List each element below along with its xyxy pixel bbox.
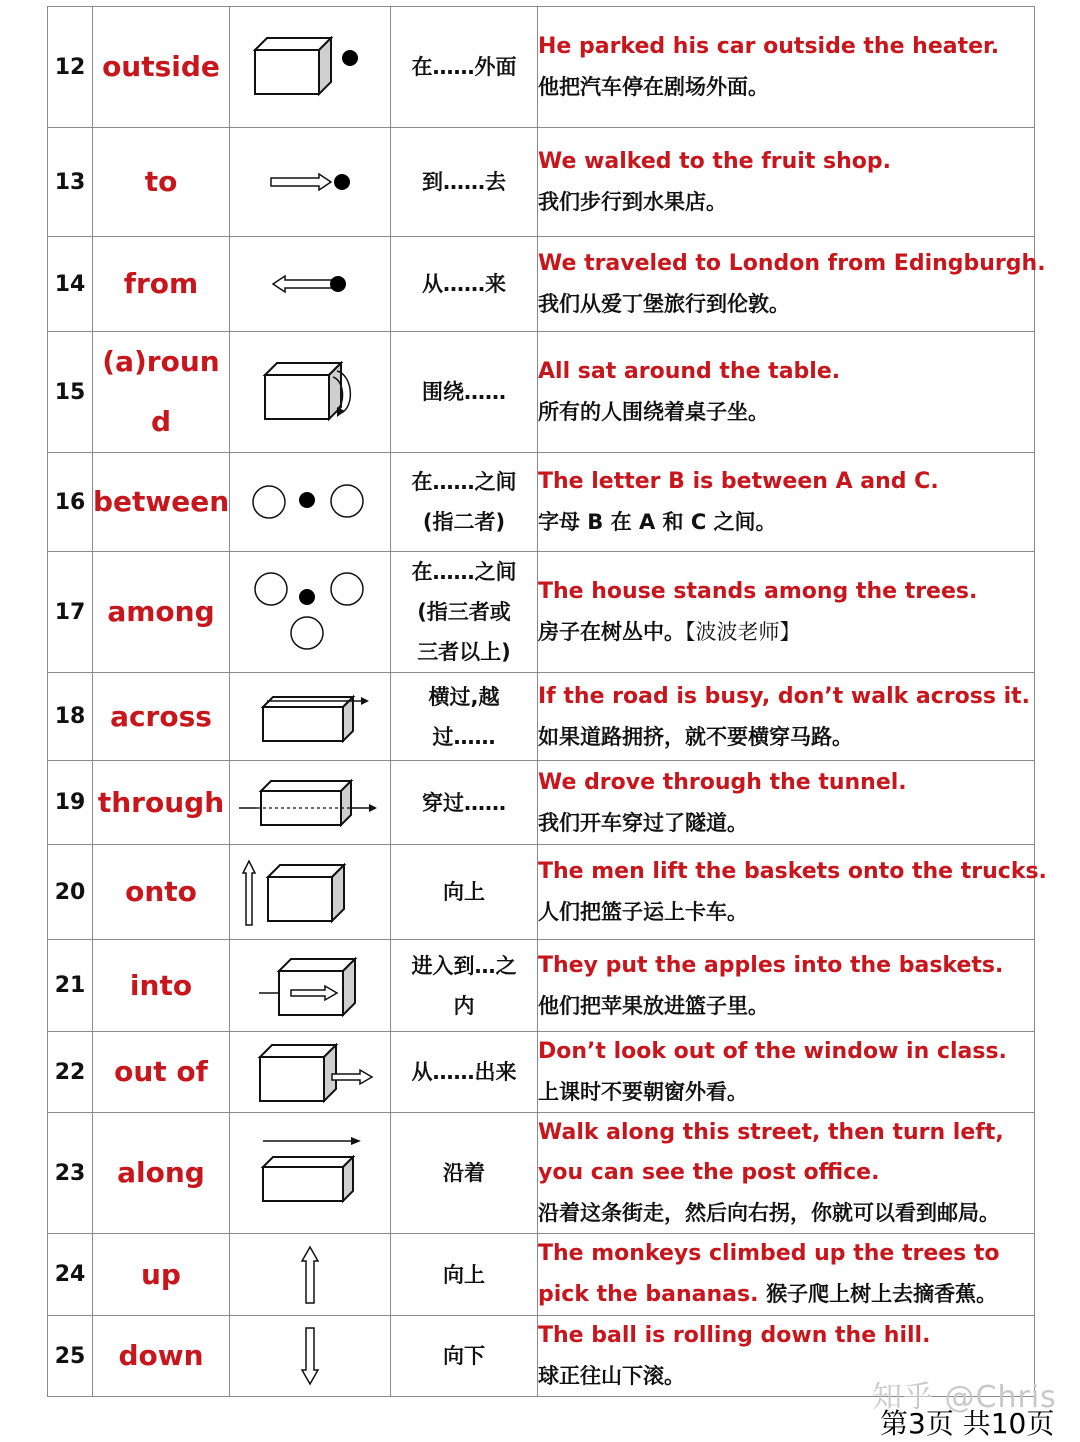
preposition-word: to xyxy=(93,128,230,237)
preposition-word xyxy=(93,332,230,453)
chinese-example: 如果道路拥挤，就不要横穿马路。 xyxy=(538,724,853,749)
chinese-example: 人们把篮子运上卡车。 xyxy=(538,900,748,924)
preposition-word: up xyxy=(93,1234,230,1316)
preposition-word: along xyxy=(93,1113,230,1234)
page-footer: 第3页 共10页 xyxy=(880,1407,1055,1440)
table-row xyxy=(48,673,1035,761)
diagram-outside xyxy=(230,7,391,128)
row-number: 19 xyxy=(48,761,93,845)
english-example: We traveled to London from Edingburgh. xyxy=(538,251,1046,276)
english-example: They put the apples into the baskets. xyxy=(538,952,1004,978)
outside-icon xyxy=(245,32,375,102)
diagram-into xyxy=(230,940,391,1032)
row-number: 25 xyxy=(48,1316,93,1397)
arrow-down-icon xyxy=(290,1326,330,1386)
english-example: Walk along this street, then turn left, you can see the post office. xyxy=(538,1120,1004,1185)
preposition-word: between xyxy=(93,453,230,552)
preposition-word: onto xyxy=(93,845,230,940)
preposition-word: into xyxy=(93,940,230,1032)
table-row xyxy=(48,940,1035,1032)
preposition-word: out of xyxy=(93,1032,230,1113)
table-row xyxy=(48,552,1035,673)
word-line: d xyxy=(150,405,172,438)
watermark: 知乎 @Chris xyxy=(872,1380,1057,1415)
table-row xyxy=(48,128,1035,237)
chinese-example xyxy=(538,612,1034,652)
english-example: We walked to the fruit shop. xyxy=(538,149,891,174)
chinese-example: 字母 B 在 A 和 C 之间。 xyxy=(538,510,777,534)
into-icon xyxy=(245,951,375,1021)
english-example: The letter B is between A and C. xyxy=(538,469,939,494)
diagram-across xyxy=(230,673,391,761)
preposition-word: from xyxy=(93,237,230,332)
diagram-to xyxy=(230,128,391,237)
chinese-example: 他们把苹果放进篮子里。 xyxy=(538,993,769,1018)
chinese-example: 球正往山下滚。 xyxy=(538,1364,685,1388)
meaning-line: 横过,越 xyxy=(428,684,500,709)
table-row xyxy=(48,332,1035,453)
row-number: 18 xyxy=(48,673,93,761)
english-example: The ball is rolling down the hill. xyxy=(538,1323,931,1348)
english-example-text: The monkeys climbed up the trees to pick the bananas. xyxy=(538,1241,1000,1307)
arrow-to-dot-icon xyxy=(245,162,375,202)
preposition-word: through xyxy=(93,761,230,845)
onto-icon xyxy=(240,857,380,927)
chinese-meaning: 穿过…… xyxy=(391,761,538,845)
chinese-example: 沿着这条街走，然后向右拐，你就可以看到邮局。 xyxy=(538,1201,1000,1225)
row-number: 13 xyxy=(48,128,93,237)
table-row xyxy=(48,1234,1035,1316)
example-cell xyxy=(538,1032,1035,1113)
example-cell xyxy=(538,1113,1035,1234)
arrow-up-icon xyxy=(290,1245,330,1305)
example-cell xyxy=(538,237,1046,332)
diagram-between xyxy=(230,453,391,552)
across-icon xyxy=(245,687,375,747)
example-cell xyxy=(538,761,1035,845)
english-example: If the road is busy, don’t walk across it. xyxy=(538,683,1031,709)
between-icon xyxy=(245,477,375,527)
meaning-line: 过…… xyxy=(432,724,496,749)
example-cell xyxy=(538,552,1035,673)
table-row xyxy=(48,761,1035,845)
diagram-down xyxy=(230,1316,391,1397)
row-number: 21 xyxy=(48,940,93,1032)
diagram-along xyxy=(230,1113,391,1234)
around-icon xyxy=(245,357,375,427)
example-cell xyxy=(538,845,1047,940)
preposition-word: down xyxy=(93,1316,230,1397)
row-number: 24 xyxy=(48,1234,93,1316)
table-row xyxy=(48,7,1035,128)
arrow-from-dot-icon xyxy=(245,264,375,304)
english-example: Don’t look out of the window in class. xyxy=(538,1039,1007,1064)
chinese-example: 我们从爱丁堡旅行到伦敦。 xyxy=(538,292,790,316)
meaning-line: 内 xyxy=(453,993,475,1018)
meaning-line: 三者以上) xyxy=(417,640,511,664)
example-cell xyxy=(538,673,1035,761)
chinese-meaning xyxy=(391,673,538,761)
meaning-line: (指三者或 xyxy=(417,600,511,624)
chinese-meaning xyxy=(391,453,538,552)
chinese-meaning: 沿着 xyxy=(391,1113,538,1234)
chinese-meaning: 围绕…… xyxy=(391,332,538,453)
preposition-word: outside xyxy=(93,7,230,128)
chinese-example-text: 房子在树丛中。 xyxy=(538,620,685,644)
row-number: 14 xyxy=(48,237,93,332)
english-example: We drove through the tunnel. xyxy=(538,769,907,795)
row-number: 12 xyxy=(48,7,93,128)
chinese-example: 我们步行到水果店。 xyxy=(538,190,727,214)
diagram-onto xyxy=(230,845,391,940)
chinese-example: 所有的人围绕着桌子坐。 xyxy=(538,400,769,424)
table-row xyxy=(48,845,1035,940)
meaning-line: 在……之间 xyxy=(411,470,517,494)
english-example xyxy=(538,1234,1022,1315)
diagram-up xyxy=(230,1234,391,1316)
chinese-example: 他把汽车停在剧场外面。 xyxy=(538,75,769,99)
row-number: 17 xyxy=(48,552,93,673)
diagram-around xyxy=(230,332,391,453)
chinese-meaning: 从……出来 xyxy=(391,1032,538,1113)
word-line: (a)roun xyxy=(102,345,220,378)
table-row xyxy=(48,453,1035,552)
teacher-tag: 【波波老师】 xyxy=(685,620,801,644)
chinese-meaning: 在……外面 xyxy=(391,7,538,128)
example-cell xyxy=(538,940,1035,1032)
chinese-meaning: 向下 xyxy=(391,1316,538,1397)
row-number: 20 xyxy=(48,845,93,940)
out-of-icon xyxy=(240,1037,380,1107)
english-example: All sat around the table. xyxy=(538,359,841,384)
preposition-word: among xyxy=(93,552,230,673)
meaning-line: 在……之间 xyxy=(411,560,517,584)
example-cell xyxy=(538,7,1035,128)
among-icon xyxy=(245,567,375,657)
row-number: 15 xyxy=(48,332,93,453)
chinese-example: 猴子爬上树上去摘香蕉。 xyxy=(766,1282,998,1306)
chinese-meaning xyxy=(391,940,538,1032)
chinese-example: 我们开车穿过了隧道。 xyxy=(538,810,748,835)
example-cell xyxy=(538,128,1035,237)
row-number: 16 xyxy=(48,453,93,552)
through-icon xyxy=(235,773,385,833)
english-example: He parked his car outside the heater. xyxy=(538,34,1000,59)
chinese-meaning xyxy=(391,552,538,673)
along-icon xyxy=(245,1133,375,1213)
table-row xyxy=(48,237,1035,332)
english-example: The men lift the baskets onto the trucks. xyxy=(538,859,1047,884)
preposition-word: across xyxy=(93,673,230,761)
diagram-out-of xyxy=(230,1032,391,1113)
example-cell xyxy=(538,1234,1035,1316)
chinese-meaning: 到……去 xyxy=(391,128,538,237)
example-cell xyxy=(538,332,1035,453)
english-example: The house stands among the trees. xyxy=(538,579,978,604)
meaning-line: (指二者) xyxy=(422,510,506,534)
chinese-meaning: 从……来 xyxy=(391,237,538,332)
row-number: 22 xyxy=(48,1032,93,1113)
example-cell xyxy=(538,453,1035,552)
table-row xyxy=(48,1113,1035,1234)
diagram-through xyxy=(230,761,391,845)
table-row xyxy=(48,1032,1035,1113)
meaning-line: 进入到…之 xyxy=(411,953,517,978)
prepositions-table xyxy=(47,6,1047,1397)
diagram-from xyxy=(230,237,391,332)
chinese-meaning: 向上 xyxy=(391,845,538,940)
chinese-meaning: 向上 xyxy=(391,1234,538,1316)
diagram-among xyxy=(230,552,391,673)
chinese-example: 上课时不要朝窗外看。 xyxy=(538,1080,748,1104)
row-number: 23 xyxy=(48,1113,93,1234)
